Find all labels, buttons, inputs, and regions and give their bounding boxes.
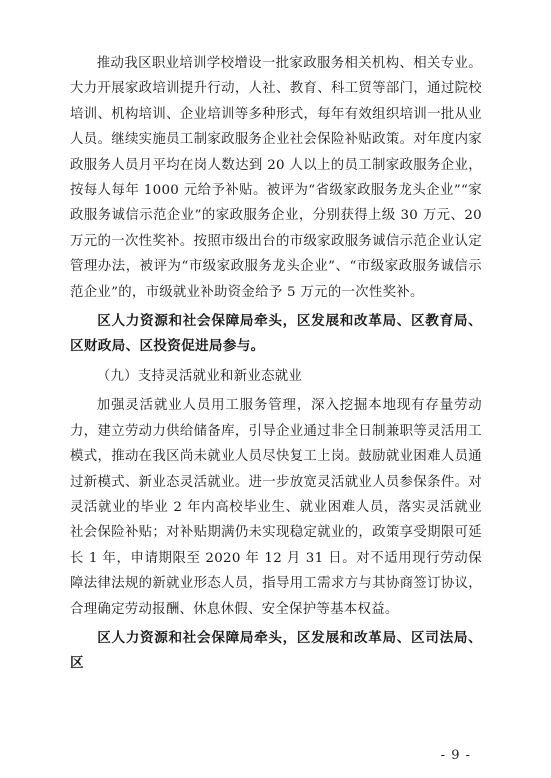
paragraph-domestic-service-training: 推动我区职业培训学校增设一批家政服务相关机构、相关专业。大力开展家政培训提升行动，人社、教育、科工贸等部门，通过院校培训、机构培训、企业培训等多种形式，每年有效组织培训一批从业人员。继续实施员工制家政服务企业社会保险补贴政策。对年度内家政服务人员月平均在岗人数达到 20 人以上的员工制家政服务企业，按每人每年 1000 元给予补贴。被评为“省级家政服务龙头企业”“家政服务诚信示范企业”的家政服务企业，分别获得上级 30 万元、20 万元的一次性奖补。按照市级出台的市级家政服务诚信示范企业认定管理办法，被评为“市级家政服务龙头企业”、“市级家政服务诚信示范企业”的，市级就业补助资金给予 5 万元的一次性奖补。 — [70, 56, 482, 300]
paragraph-responsible-departments-2: 区人力资源和社会保障局牵头，区发展和改革局、区司法局、区 — [70, 629, 482, 672]
document-body — [70, 51, 482, 677]
paragraph-responsible-departments-1: 区人力资源和社会保障局牵头，区发展和改革局、区教育局、区财政局、区投资促进局参与。 — [70, 313, 482, 355]
paragraph-flexible-employment: 加强灵活就业人员用工服务管理，深入挖掘本地现有存量劳动力，建立劳动力供给储备库，引导企业通过非全日制兼职等灵活用工模式，推动在我区尚未就业人员尽快复工上岗。鼓励就业困难人员通过新模式、新业态灵活就业。进一步放宽灵活就业人员参保条件。对灵活就业的毕业 2 年内高校毕业生、就业困难人员，落实灵活就业社会保险补贴；对补贴期满仍未实现稳定就业的，政策享受期限可延长 1 年，申请期限至 2020 年 12 月 31 日。对不适用现行劳动保障法律法规的新就业形态人员，指导用工需求方与其协商签订协议，合理确定劳动报酬、休息休假、安全保护等基本权益。 — [70, 398, 482, 617]
section-heading-flexible-employment: （九）支持灵活就业和新业态就业 — [96, 368, 303, 384]
page-number: - 9 - — [440, 748, 471, 763]
